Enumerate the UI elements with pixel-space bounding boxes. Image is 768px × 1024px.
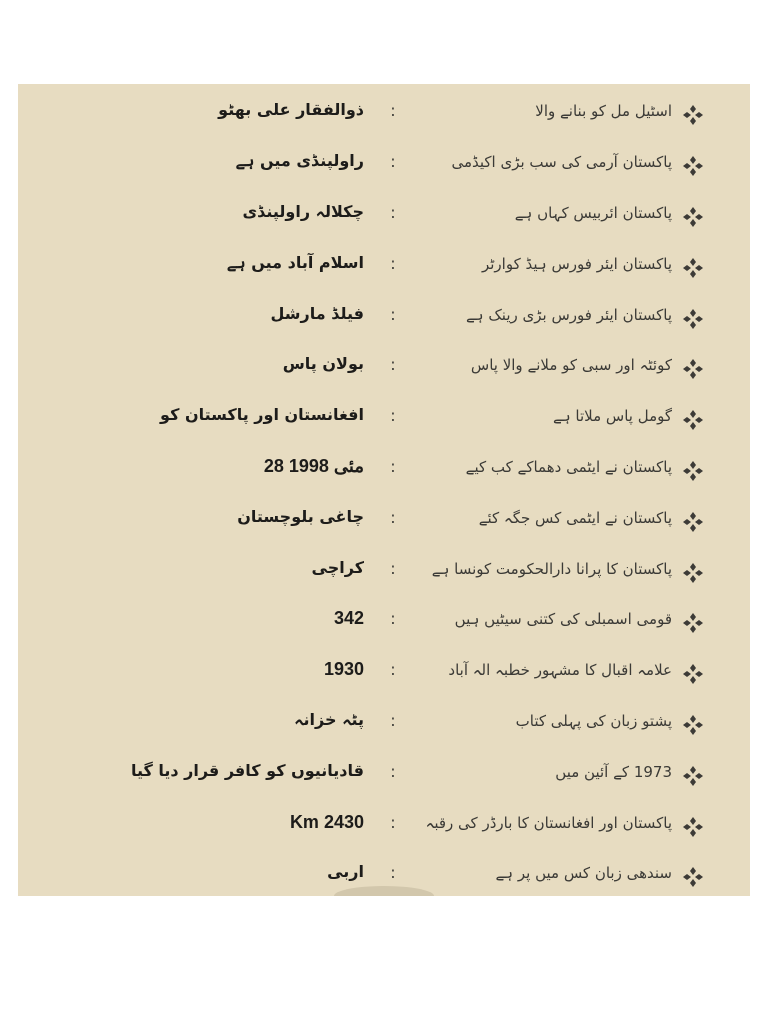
answer-text: قادیانیوں کو کافر قرار دیا گیا xyxy=(130,761,364,780)
qa-row xyxy=(18,759,750,799)
qa-row xyxy=(18,810,750,850)
answer-text: افغانستان اور پاکستان کو xyxy=(160,405,364,424)
separator: : xyxy=(390,762,396,781)
answer-text: کراچی xyxy=(311,558,364,577)
question-text: پشتو زبان کی پہلی کتاب xyxy=(515,712,672,730)
four-diamond-bullet-icon xyxy=(682,460,704,482)
four-diamond-bullet-icon xyxy=(682,104,704,126)
separator: : xyxy=(390,406,396,425)
question-text: پاکستان ایئر فورس ہیڈ کوارٹر xyxy=(481,255,672,273)
four-diamond-bullet-icon xyxy=(682,663,704,685)
separator: : xyxy=(390,711,396,730)
question-text: اسٹیل مل کو بنانے والا xyxy=(535,102,672,120)
separator: : xyxy=(390,101,396,120)
question-text: پاکستان ایئر فورس بڑی رینک ہے xyxy=(466,306,672,324)
four-diamond-bullet-icon xyxy=(682,612,704,634)
qa-row xyxy=(18,708,750,748)
four-diamond-bullet-icon xyxy=(682,358,704,380)
qa-row xyxy=(18,403,750,443)
question-text: کوئٹہ اور سبی کو ملانے والا پاس xyxy=(470,356,672,374)
separator: : xyxy=(390,863,396,882)
question-text: پاکستان ائربیس کہاں ہے xyxy=(514,204,672,222)
answer-text: راولپنڈی میں ہے xyxy=(235,151,364,170)
qa-row xyxy=(18,657,750,697)
separator: : xyxy=(390,203,396,222)
separator: : xyxy=(390,305,396,324)
answer-text: 28 مئی 1998 xyxy=(263,456,364,476)
answer-text: 1930 xyxy=(323,659,364,679)
four-diamond-bullet-icon xyxy=(682,816,704,838)
qa-row xyxy=(18,454,750,494)
qa-row xyxy=(18,352,750,392)
qa-row xyxy=(18,98,750,138)
four-diamond-bullet-icon xyxy=(682,765,704,787)
answer-text: ذوالفقار علی بھٹو xyxy=(218,100,364,119)
document-page xyxy=(18,84,750,896)
answer-text: پٹہ خزانہ xyxy=(294,710,364,729)
question-text: پاکستان نے ایٹمی دھماکے کب کیے xyxy=(465,458,672,476)
four-diamond-bullet-icon xyxy=(682,206,704,228)
answer-text: اسلام آباد میں ہے xyxy=(226,253,364,272)
question-text: علامہ اقبال کا مشہور خطبہ الہ آباد xyxy=(448,661,672,679)
four-diamond-bullet-icon xyxy=(682,562,704,584)
question-text: پاکستان اور افغانستان کا بارڈر کی رقبہ xyxy=(425,814,672,832)
qa-row xyxy=(18,149,750,189)
answer-text: Km 2430 xyxy=(289,812,364,832)
four-diamond-bullet-icon xyxy=(682,866,704,888)
question-text: پاکستان کا پرانا دارالحکومت کونسا ہے xyxy=(431,560,672,578)
qa-row xyxy=(18,606,750,646)
separator: : xyxy=(390,660,396,679)
four-diamond-bullet-icon xyxy=(682,155,704,177)
four-diamond-bullet-icon xyxy=(682,257,704,279)
answer-text: فیلڈ مارشل xyxy=(270,304,364,323)
question-text: قومی اسمبلی کی کتنی سیٹیں ہیں xyxy=(454,610,672,628)
question-text: 1973 کے آئین میں xyxy=(555,763,672,781)
question-text: گومل پاس ملاتا ہے xyxy=(553,407,672,425)
qa-row xyxy=(18,302,750,342)
qa-row xyxy=(18,556,750,596)
answer-text: بولان پاس xyxy=(282,354,364,373)
question-text: پاکستان نے ایٹمی کس جگہ کئے xyxy=(478,509,672,527)
qa-list xyxy=(18,84,750,896)
separator: : xyxy=(390,508,396,527)
four-diamond-bullet-icon xyxy=(682,409,704,431)
answer-text: چکلالہ راولپنڈی xyxy=(242,202,364,221)
separator: : xyxy=(390,457,396,476)
separator: : xyxy=(390,609,396,628)
four-diamond-bullet-icon xyxy=(682,308,704,330)
question-text: سندھی زبان کس میں پر ہے xyxy=(495,864,672,882)
separator: : xyxy=(390,559,396,578)
answer-text: اربی xyxy=(327,862,364,881)
separator: : xyxy=(390,254,396,273)
qa-row xyxy=(18,505,750,545)
qa-row xyxy=(18,200,750,240)
four-diamond-bullet-icon xyxy=(682,714,704,736)
separator: : xyxy=(390,813,396,832)
separator: : xyxy=(390,355,396,374)
qa-row xyxy=(18,251,750,291)
four-diamond-bullet-icon xyxy=(682,511,704,533)
question-text: پاکستان آرمی کی سب بڑی اکیڈمی xyxy=(451,153,672,171)
answer-text: چاغی بلوچستان xyxy=(237,507,364,526)
answer-text: 342 xyxy=(333,608,364,628)
separator: : xyxy=(390,152,396,171)
